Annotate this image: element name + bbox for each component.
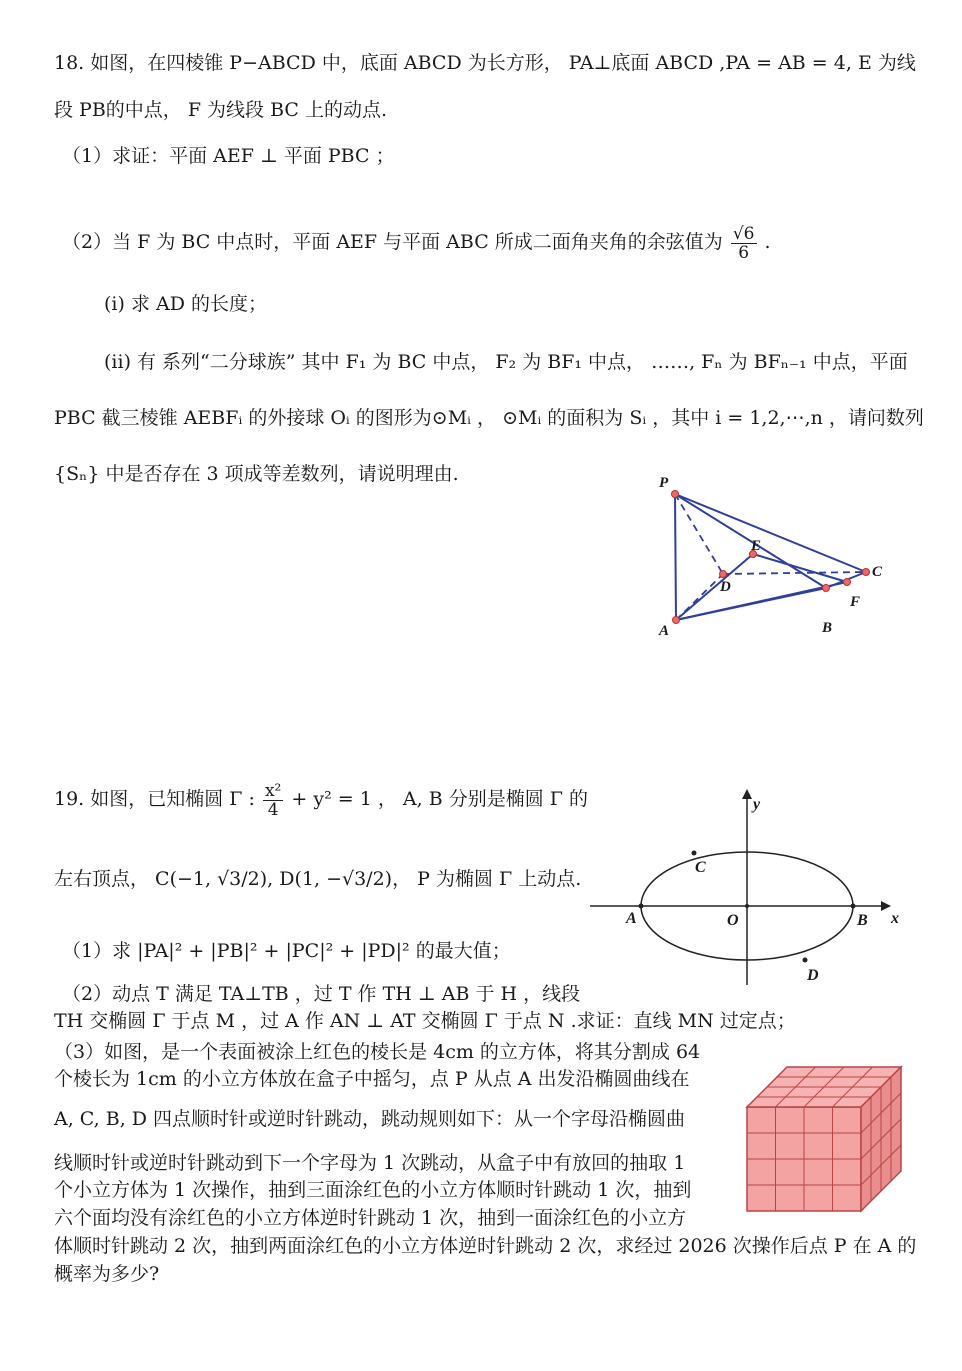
q18-line2: 段 PB的中点， F 为线段 BC 上的动点. <box>54 99 388 121</box>
point-B <box>823 585 830 592</box>
point-C <box>863 569 870 576</box>
label-A: A <box>626 910 637 927</box>
q19-part3-line1: （3）如图，是一个表面被涂上红色的棱长是 4cm 的立方体，将其分割成 64 <box>54 1041 701 1063</box>
edge-AF <box>676 582 847 620</box>
q19-line2: 左右顶点， C(−1, √3/2), D(1, −√3/2)， P 为椭圆 Γ 上动点. <box>54 868 582 890</box>
red-cube-figure <box>742 1062 907 1217</box>
q19-part3-line7: 体顺时针跳动 2 次，抽到两面涂红色的小立方体逆时针跳动 2 次，求经过 2026 次操作后点 P 在 A 的 <box>54 1235 917 1257</box>
label-C: C <box>872 564 883 580</box>
q19-intro-fraction <box>263 782 283 819</box>
label-y: y <box>753 796 761 813</box>
q19-intro-frac-den: 4 <box>267 799 279 820</box>
q18-part2-suffix: . <box>764 231 771 253</box>
point-P <box>672 491 679 498</box>
edge-AE <box>676 554 753 620</box>
label-F: F <box>850 594 861 610</box>
point-D <box>720 571 727 578</box>
q19-part3-line8: 概率为多少? <box>54 1263 160 1285</box>
q19-part3-line5: 个小立方体为 1 次操作，抽到三面涂红色的小立方体顺时针跳动 1 次，抽到 <box>54 1179 692 1201</box>
q18-sub-ii-line1: (ii) 有 系列“二分球族” 其中 F₁ 为 BC 中点， F₂ 为 BF₁ 中点， ……, Fₙ 为 BFₙ₋₁ 中点，平面 <box>104 351 908 373</box>
q19-part3-line6: 六个面均没有涂红色的小立方体逆时针跳动 1 次，抽到一面涂红色的小立方 <box>54 1207 687 1229</box>
label-C: C <box>695 859 706 876</box>
label-B: B <box>822 620 833 636</box>
q18-part2-prefix: （2）当 F 为 BC 中点时，平面 AEF 与平面 ABC 所成二面角夹角的余弦值为 <box>62 231 723 253</box>
q18-part2 <box>62 220 771 264</box>
label-x: x <box>891 910 899 927</box>
q18-sub-i: (i) 求 AD 的长度； <box>104 293 267 315</box>
q19-part3-line4: 线顺时针或逆时针跳动到下一个字母为 1 次跳动，从盒子中有放回的抽取 1 <box>54 1152 686 1174</box>
q19-part3-line2: 个棱长为 1cm 的小立方体放在盒子中摇匀，点 P 从点 A 出发沿椭圆曲线在 <box>54 1068 690 1090</box>
q19-part2-line1: （2）动点 T 满足 TA⊥TB ，过 T 作 TH ⊥ AB 于 H ，线段 <box>62 983 581 1005</box>
edge-DC <box>723 572 866 574</box>
x-axis-arrow <box>881 901 891 911</box>
label-O: O <box>727 912 739 929</box>
label-D: D <box>807 967 819 984</box>
point-F <box>844 579 851 586</box>
ellipse-figure <box>585 785 910 990</box>
q19-intro-frac-num: x² <box>264 780 282 801</box>
point-A <box>639 904 644 909</box>
q19-intro-prefix: 19. 如图，已知椭圆 Γ : <box>54 788 255 810</box>
label-E: E <box>751 538 762 554</box>
y-axis-arrow <box>742 789 752 799</box>
label-A: A <box>659 623 670 639</box>
label-D: D <box>720 579 731 595</box>
q18-part1: （1）求证：平面 AEF ⊥ 平面 PBC ； <box>62 145 395 167</box>
point-B <box>851 904 856 909</box>
edge-PD <box>675 494 723 574</box>
q19-part2-line2: TH 交椭圆 Γ 于点 M ，过 A 作 AN ⊥ AT 交椭圆 Γ 于点 N .求证：直线 MN 过定点； <box>54 1010 796 1032</box>
label-P: P <box>659 475 669 491</box>
pyramid-figure <box>650 470 900 645</box>
q18-part2-num: √6 <box>732 223 755 244</box>
edge-PC <box>675 494 866 572</box>
q18-part2-fraction <box>731 225 757 262</box>
point-C <box>692 851 697 856</box>
label-B: B <box>857 912 868 929</box>
q19-intro-suffix: + y² = 1 ， A, B 分别是椭圆 Γ 的 <box>291 788 588 810</box>
q18-sub-ii-line3: {Sₙ} 中是否存在 3 项成等差数列，请说明理由. <box>54 463 459 485</box>
edge-PA <box>675 494 676 620</box>
q19-intro <box>54 775 588 823</box>
q18-line1: 18. 如图，在四棱锥 P−ABCD 中，底面 ABCD 为长方形， PA⊥底面 ABCD ,PA = AB = 4, E 为线 <box>54 52 916 74</box>
q18-part2-den: 6 <box>738 242 750 263</box>
q19-part3-line3: A, C, B, D 四点顺时针或逆时针跳动，跳动规则如下：从一个字母沿椭圆曲 <box>54 1108 686 1130</box>
point-O <box>745 904 749 908</box>
q18-sub-ii-line2: PBC 截三棱锥 AEBFᵢ 的外接球 Oᵢ 的图形为⊙Mᵢ ， ⊙Mᵢ 的面积为 Sᵢ ，其中 i = 1,2,⋯,n ，请问数列 <box>54 407 924 429</box>
q19-part1: （1）求 |PA|² + |PB|² + |PC|² + |PD|² 的最大值； <box>62 940 511 962</box>
point-A <box>673 617 680 624</box>
point-D <box>803 958 808 963</box>
